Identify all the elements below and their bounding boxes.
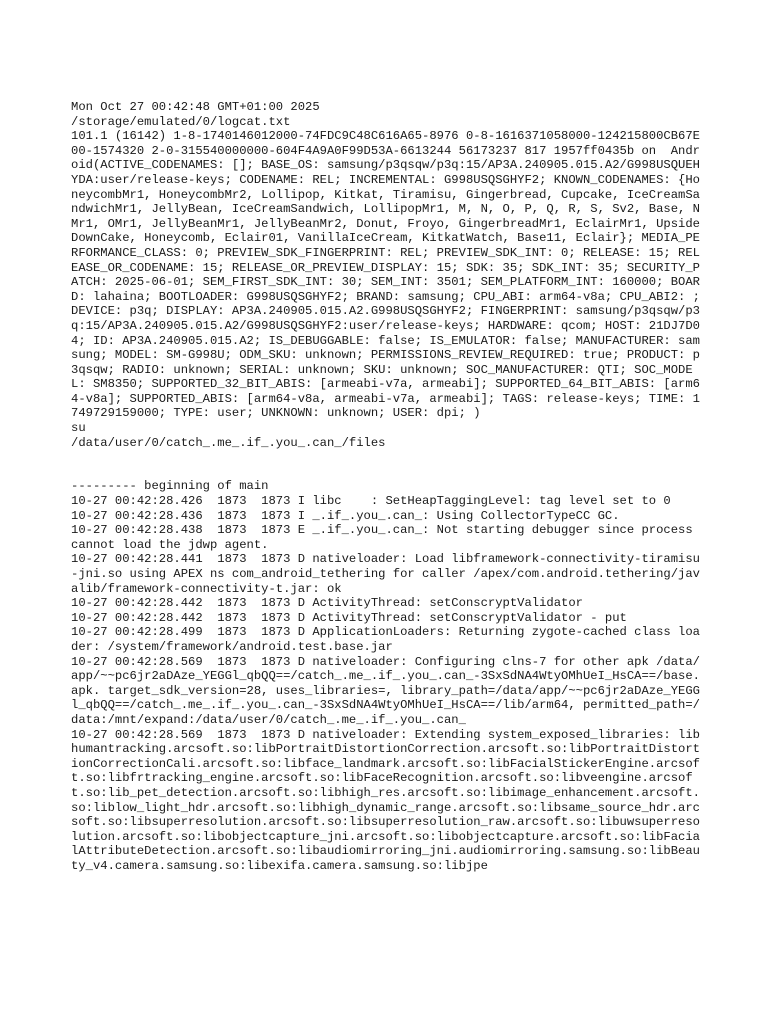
section-spacer bbox=[71, 450, 701, 479]
device-info-header: Mon Oct 27 00:42:48 GMT+01:00 2025 /storage/emulated/0/logcat.txt 101.1 (16142) 1-8-1740146012000-74FDC9C48C616A65-8976 0-8-1616371058000-124215800CB67E00-1574320 2-0-315540000000-604F4A9A0F99D53A-6613244 56173237 817 1957ff0435b on Android(ACTIVE_CODENAMES: []; BASE_OS: samsung/p3qsqw/p3q:15/AP3A.240905.015.A2/G998USQUEHYDA:user/release-keys; CODENAME: REL; INCREMENTAL: G998USQSGHYF2; KNOWN_CODENAMES: {HoneycombMr1, HoneycombMr2, Lollipop, Kitkat, Tiramisu, Gingerbread, Cupcake, IceCreamSandwichMr1, JellyBean, IceCreamSandwich, LollipopMr1, M, N, O, P, Q, R, S, Sv2, Base, NMr1, OMr1, JellyBeanMr1, JellyBeanMr2, Donut, Froyo, GingerbreadMr1, EclairMr1, UpsideDownCake, Honeycomb, Eclair01, VanillaIceCream, KitkatWatch, Base11, Eclair}; MEDIA_PERFORMANCE_CLASS: 0; PREVIEW_SDK_FINGERPRINT: REL; PREVIEW_SDK_INT: 0; RELEASE: 15; RELEASE_OR_CODENAME: 15; RELEASE_OR_PREVIEW_DISPLAY: 15; SDK: 35; SDK_INT: 35; SECURITY_PATCH: 2025-06-01; SEM_FIRST_SDK_INT: 30; SEM_INT: 3501; SEM_PLATFORM_INT: 160000; BOARD: lahaina; BOOTLOADER: G998USQSGHYF2; BRAND: samsung; CPU_ABI: arm64-v8a; CPU_ABI2: ; DEVICE: p3q; DISPLAY: AP3A.240905.015.A2.G998USQSGHYF2; FINGERPRINT: samsung/p3qsqw/p3q:15/AP3A.240905.015.A2/G998USQSGHYF2:user/release-keys; HARDWARE: qcom; HOST: 21DJ7D04; ID: AP3A.240905.015.A2; IS_DEBUGGABLE: false; IS_EMULATOR: false; MANUFACTURER: samsung; MODEL: SM-G998U; ODM_SKU: unknown; PERMISSIONS_REVIEW_REQUIRED: true; PRODUCT: p3qsqw; RADIO: unknown; SERIAL: unknown; SKU: unknown; SOC_MANUFACTURER: QTI; SOC_MODEL: SM8350; SUPPORTED_32_BIT_ABIS: [armeabi-v7a, armeabi]; SUPPORTED_64_BIT_ABIS: [arm64-v8a]; SUPPORTED_ABIS: [arm64-v8a, armeabi-v7a, armeabi]; TAGS: release-keys; TIME: 1749729159000; TYPE: user; UNKNOWN: unknown; USER: dpi; ) su /data/user/0/catch_.me_.if_.you_.can_/files bbox=[71, 100, 700, 450]
logcat-document bbox=[71, 100, 701, 873]
main-log-output: --------- beginning of main 10-27 00:42:28.426 1873 1873 I libc : SetHeapTaggingLevel: tag level set to 0 10-27 00:42:28.436 1873 1873 I _.if_.you_.can_: Using CollectorTypeCC GC. 10-27 00:42:28.438 1873 1873 E _.if_.you_.can_: Not starting debugger since process cannot load the jdwp agent. 10-27 00:42:28.441 1873 1873 D nativeloader: Load libframework-connectivity-tiramisu-jni.so using APEX ns com_android_tethering for caller /apex/com.android.tethering/javalib/framework-connectivity-t.jar: ok 10-27 00:42:28.442 1873 1873 D ActivityThread: setConscryptValidator 10-27 00:42:28.442 1873 1873 D ActivityThread: setConscryptValidator - put 10-27 00:42:28.499 1873 1873 D ApplicationLoaders: Returning zygote-cached class loader: /system/framework/android.test.base.jar 10-27 00:42:28.569 1873 1873 D nativeloader: Configuring clns-7 for other apk /data/app/~~pc6jr2aDAze_YEGGl_qbQQ==/catch_.me_.if_.you_.can_-3SxSdNA4WtyOMhUeI_HsCA==/base.apk. target_sdk_version=28, uses_libraries=, library_path=/data/app/~~pc6jr2aDAze_YEGGl_qbQQ==/catch_.me_.if_.you_.can_-3SxSdNA4WtyOMhUeI_HsCA==/lib/arm64, permitted_path=/data:/mnt/expand:/data/user/0/catch_.me_.if_.you_.can_ 10-27 00:42:28.569 1873 1873 D nativeloader: Extending system_exposed_libraries: libhumantracking.arcsoft.so:libPortraitDistortionCorrection.arcsoft.so:libPortraitDistortionCorrectionCali.arcsoft.so:libface_landmark.arcsoft.so:libFacialStickerEngine.arcsoft.so:libfrtracking_engine.arcsoft.so:libFaceRecognition.arcsoft.so:libveengine.arcsoft.so:lib_pet_detection.arcsoft.so:libhigh_res.arcsoft.so:libimage_enhancement.arcsoft.so:liblow_light_hdr.arcsoft.so:libhigh_dynamic_range.arcsoft.so:libsame_source_hdr.arcsoft.so:libsuperresolution.arcsoft.so:libsuperresolution_raw.arcsoft.so:libuwsuperresolution.arcsoft.so:libobjectcapture_jni.arcsoft.so:libobjectcapture.arcsoft.so:libFacialAttributeDetection.arcsoft.so:libaudiomirroring_jni.audiomirroring.samsung.so:libBeauty_v4.camera.samsung.so:libexifa.camera.samsung.so:libjpe bbox=[71, 479, 700, 873]
